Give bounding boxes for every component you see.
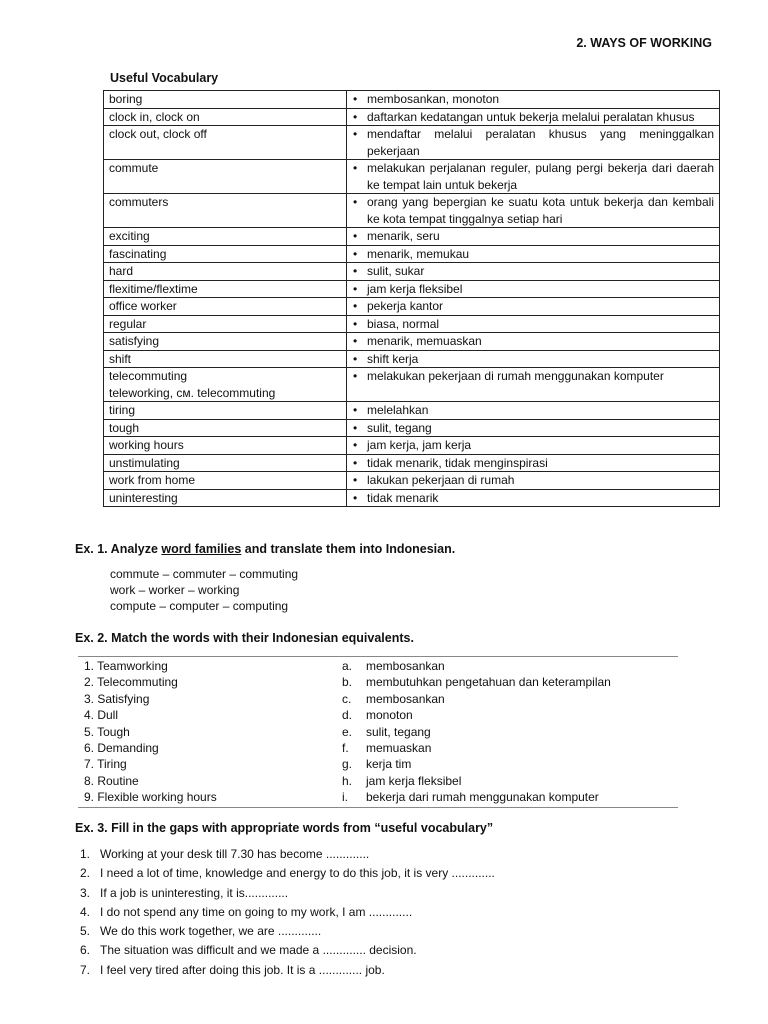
vocab-definition-text: melakukan perjalanan reguler, pulang pergi bekerja dari daerah ke tempat lain untuk bekerja bbox=[367, 161, 714, 192]
vocab-term-text: satisfying bbox=[109, 334, 160, 348]
vocab-term bbox=[104, 108, 347, 126]
vocab-definition-text: menarik, seru bbox=[367, 229, 440, 243]
vocab-definition bbox=[347, 280, 720, 298]
vocab-term bbox=[104, 126, 347, 160]
bullet-icon: • bbox=[353, 229, 358, 243]
bullet-icon: • bbox=[353, 334, 358, 348]
vocab-term bbox=[104, 419, 347, 437]
match-equivalent: jam kerja fleksibel bbox=[366, 773, 462, 788]
fill-item-number: 1. bbox=[80, 847, 91, 861]
ex1-title bbox=[75, 542, 455, 556]
fill-item-number: 6. bbox=[80, 943, 91, 958]
match-row bbox=[78, 789, 678, 805]
bullet-icon: • bbox=[353, 299, 358, 313]
fill-item-number: 2. bbox=[80, 866, 91, 881]
ex1-title-pre: Ex. 1. Analyze bbox=[75, 542, 162, 556]
vocab-term bbox=[104, 333, 347, 351]
vocab-term bbox=[104, 454, 347, 472]
vocab-term bbox=[104, 245, 347, 263]
match-row bbox=[78, 707, 678, 723]
vocab-definition bbox=[347, 91, 720, 109]
vocab-row bbox=[104, 333, 720, 351]
vocab-definition-text: menarik, memuaskan bbox=[367, 334, 482, 348]
match-row bbox=[78, 674, 678, 690]
vocab-definition bbox=[347, 368, 720, 402]
vocab-term bbox=[104, 298, 347, 316]
family-line: work – worker – working bbox=[110, 583, 240, 597]
ex1-title-post: and translate them into Indonesian. bbox=[241, 542, 456, 556]
bullet-icon: • bbox=[353, 438, 358, 452]
bullet-icon: • bbox=[353, 195, 358, 209]
vocab-row bbox=[104, 108, 720, 126]
vocab-row bbox=[104, 402, 720, 420]
vocab-term bbox=[104, 472, 347, 490]
vocab-term-text: telecommuting bbox=[109, 369, 188, 383]
vocab-definition bbox=[347, 108, 720, 126]
match-equivalent: memuaskan bbox=[366, 741, 432, 756]
match-equivalent: monoton bbox=[366, 708, 413, 723]
bullet-icon: • bbox=[353, 473, 358, 487]
vocab-term-text: flexitime/flextime bbox=[109, 281, 198, 296]
family-line: commute – commuter – commuting bbox=[110, 567, 299, 581]
vocab-term bbox=[104, 160, 347, 194]
vocab-term bbox=[104, 194, 347, 228]
vocab-row bbox=[104, 437, 720, 455]
vocab-row bbox=[104, 454, 720, 472]
match-letter: i. bbox=[342, 790, 348, 805]
match-word: 3. Satisfying bbox=[84, 691, 150, 706]
vocab-definition-text: shift kerja bbox=[367, 351, 419, 366]
vocab-term-text: uninteresting bbox=[109, 490, 178, 505]
vocab-term bbox=[104, 489, 347, 507]
match-row bbox=[78, 691, 678, 707]
bullet-icon: • bbox=[353, 455, 358, 470]
vocab-row bbox=[104, 160, 720, 194]
vocab-term-text: fascinating bbox=[109, 246, 167, 261]
vocab-row bbox=[104, 245, 720, 263]
vocab-term-text: clock in, clock on bbox=[109, 109, 200, 124]
fill-item-number: 4. bbox=[80, 904, 91, 919]
fill-item bbox=[80, 961, 495, 980]
match-letter: h. bbox=[342, 773, 353, 788]
vocab-term bbox=[104, 315, 347, 333]
vocab-definition-text: melelahkan bbox=[367, 403, 429, 417]
fill-item bbox=[80, 922, 495, 941]
vocab-definition bbox=[347, 315, 720, 333]
vocab-term bbox=[104, 350, 347, 368]
fill-item bbox=[80, 884, 495, 903]
vocab-definition bbox=[347, 160, 720, 194]
fill-item-text: The situation was difficult and we made a ............. decision. bbox=[100, 943, 417, 958]
match-letter: g. bbox=[342, 757, 353, 772]
vocab-definition bbox=[347, 228, 720, 246]
fill-item-number: 5. bbox=[80, 924, 91, 939]
fill-item-text: Working at your desk till 7.30 has become ............. bbox=[100, 847, 370, 861]
ex3-title: Ex. 3. Fill in the gaps with appropriate words from “useful vocabulary” bbox=[75, 821, 494, 835]
vocab-definition-text: jam kerja fleksibel bbox=[367, 281, 463, 296]
vocab-definition-text: tidak menarik, tidak menginspirasi bbox=[367, 455, 548, 470]
bullet-icon: • bbox=[353, 490, 358, 505]
match-equivalent: membosankan bbox=[366, 659, 445, 673]
match-equivalent: sulit, tegang bbox=[366, 724, 431, 739]
page-title: 2. WAYS OF WORKING bbox=[576, 36, 712, 50]
vocab-row bbox=[104, 91, 720, 109]
vocab-definition-text: sulit, sukar bbox=[367, 264, 425, 278]
vocab-definition bbox=[347, 489, 720, 507]
vocab-term bbox=[104, 91, 347, 109]
fill-item bbox=[80, 903, 495, 922]
vocab-definition bbox=[347, 194, 720, 228]
vocab-row bbox=[104, 350, 720, 368]
bullet-icon: • bbox=[353, 281, 358, 296]
vocab-definition bbox=[347, 402, 720, 420]
match-word: 4. Dull bbox=[84, 708, 119, 723]
vocab-term bbox=[104, 437, 347, 455]
bullet-icon: • bbox=[353, 161, 358, 175]
vocab-definition-text: pekerja kantor bbox=[367, 299, 444, 313]
vocab-definition bbox=[347, 263, 720, 281]
match-letter: a. bbox=[342, 659, 353, 673]
vocab-term-text: commute bbox=[109, 161, 159, 175]
vocab-definition-text: jam kerja, jam kerja bbox=[367, 438, 472, 452]
fill-item bbox=[80, 845, 495, 864]
match-word: 7. Tiring bbox=[84, 757, 127, 772]
fill-item-text: I need a lot of time, knowledge and energy to do this job, it is very ............. bbox=[100, 866, 495, 881]
bullet-icon: • bbox=[353, 351, 358, 366]
vocab-term-text: tough bbox=[109, 420, 140, 435]
vocab-definition-text: tidak menarik bbox=[367, 490, 439, 505]
bullet-icon: • bbox=[353, 109, 358, 124]
vocab-term bbox=[104, 368, 347, 402]
bullet-icon: • bbox=[353, 420, 358, 435]
match-row bbox=[78, 658, 678, 674]
vocab-term bbox=[104, 263, 347, 281]
vocab-row bbox=[104, 263, 720, 281]
match-equivalent: membosankan bbox=[366, 691, 445, 706]
match-row bbox=[78, 724, 678, 740]
vocab-definition bbox=[347, 126, 720, 160]
family-line: compute – computer – computing bbox=[110, 599, 289, 613]
vocab-row bbox=[104, 419, 720, 437]
fill-item-number: 3. bbox=[80, 885, 91, 900]
bullet-icon: • bbox=[353, 264, 358, 278]
bullet-icon: • bbox=[353, 403, 358, 417]
bullet-icon: • bbox=[353, 369, 358, 383]
vocab-definition-text: daftarkan kedatangan untuk bekerja melalui peralatan khusus bbox=[367, 109, 695, 124]
bullet-icon: • bbox=[353, 127, 358, 141]
fill-item bbox=[80, 941, 495, 960]
vocab-term-text: commuters bbox=[109, 195, 169, 209]
match-letter: b. bbox=[342, 675, 353, 690]
fill-list bbox=[80, 845, 495, 980]
match-word: 5. Tough bbox=[84, 724, 130, 739]
match-row bbox=[78, 756, 678, 772]
vocab-term-text: unstimulating bbox=[109, 455, 180, 470]
bullet-icon: • bbox=[353, 246, 358, 261]
match-equivalent: kerja tim bbox=[366, 757, 412, 772]
vocab-row bbox=[104, 280, 720, 298]
fill-item-text: We do this work together, we are ............. bbox=[100, 924, 322, 939]
vocab-definition bbox=[347, 454, 720, 472]
fill-item-text: If a job is uninteresting, it is............. bbox=[100, 885, 289, 900]
match-word: 2. Telecommuting bbox=[84, 675, 178, 690]
fill-item-number: 7. bbox=[80, 962, 91, 977]
match-word: 1. Teamworking bbox=[84, 659, 168, 673]
vocab-row bbox=[104, 228, 720, 246]
vocab-term-text: clock out, clock off bbox=[109, 127, 207, 141]
vocab-definition-text: orang yang bepergian ke suatu kota untuk bekerja dan kembali ke kota tempat tinggalnya setiap hari bbox=[367, 195, 714, 226]
vocab-term-text: tiring bbox=[109, 403, 136, 417]
vocab-term-text: shift bbox=[109, 351, 132, 366]
vocab-definition bbox=[347, 245, 720, 263]
vocab-definition-text: lakukan pekerjaan di rumah bbox=[367, 473, 515, 487]
vocab-definition-text: membosankan, monoton bbox=[367, 92, 500, 106]
fill-item-text: I do not spend any time on going to my work, I am ............. bbox=[100, 904, 413, 919]
vocab-term-text: regular bbox=[109, 316, 147, 331]
vocab-definition-text: mendaftar melalui peralatan khusus yang meninggalkan pekerjaan bbox=[367, 127, 714, 158]
match-row bbox=[78, 773, 678, 789]
vocab-term-text: boring bbox=[109, 92, 143, 106]
fill-item-text: I feel very tired after doing this job. It is a ............. job. bbox=[100, 962, 385, 977]
vocab-row bbox=[104, 489, 720, 507]
vocab-term bbox=[104, 280, 347, 298]
word-families bbox=[110, 566, 298, 614]
vocab-term-text: hard bbox=[109, 264, 134, 278]
vocab-row bbox=[104, 126, 720, 160]
vocab-table bbox=[103, 90, 720, 507]
match-letter: e. bbox=[342, 724, 353, 739]
match-letter: f. bbox=[342, 741, 349, 756]
bullet-icon: • bbox=[353, 316, 358, 331]
ex1-title-underlined: word families bbox=[161, 542, 242, 556]
fill-item bbox=[80, 864, 495, 883]
vocab-definition bbox=[347, 298, 720, 316]
bullet-icon: • bbox=[353, 92, 358, 106]
vocab-term bbox=[104, 402, 347, 420]
vocab-term-text: work from home bbox=[109, 473, 196, 487]
vocab-term-text: exciting bbox=[109, 229, 150, 243]
match-word: 8. Routine bbox=[84, 773, 139, 788]
vocab-row bbox=[104, 368, 720, 402]
match-table bbox=[78, 656, 678, 808]
vocab-row bbox=[104, 194, 720, 228]
match-equivalent: bekerja dari rumah menggunakan komputer bbox=[366, 790, 599, 805]
vocab-definition-text: sulit, tegang bbox=[367, 420, 432, 435]
match-letter: d. bbox=[342, 708, 353, 723]
match-equivalent: membutuhkan pengetahuan dan keterampilan bbox=[366, 675, 611, 690]
vocab-definition bbox=[347, 472, 720, 490]
vocab-title: Useful Vocabulary bbox=[110, 71, 219, 85]
vocab-definition bbox=[347, 437, 720, 455]
vocab-term-text: working hours bbox=[109, 438, 184, 452]
ex2-title: Ex. 2. Match the words with their Indonesian equivalents. bbox=[75, 631, 414, 645]
vocab-row bbox=[104, 472, 720, 490]
vocab-row bbox=[104, 315, 720, 333]
match-word: 6. Demanding bbox=[84, 741, 159, 756]
vocab-definition-text: melakukan pekerjaan di rumah menggunakan komputer bbox=[367, 369, 664, 383]
vocab-definition-text: biasa, normal bbox=[367, 316, 440, 331]
vocab-term bbox=[104, 228, 347, 246]
vocab-definition-text: menarik, memukau bbox=[367, 246, 470, 261]
vocab-definition bbox=[347, 350, 720, 368]
match-letter: c. bbox=[342, 691, 352, 706]
match-word: 9. Flexible working hours bbox=[84, 790, 217, 805]
vocab-definition bbox=[347, 419, 720, 437]
vocab-row bbox=[104, 298, 720, 316]
vocab-term-text: office worker bbox=[109, 299, 177, 313]
vocab-definition bbox=[347, 333, 720, 351]
vocab-term-text: teleworking, см. telecommuting bbox=[109, 385, 276, 400]
match-row bbox=[78, 740, 678, 756]
